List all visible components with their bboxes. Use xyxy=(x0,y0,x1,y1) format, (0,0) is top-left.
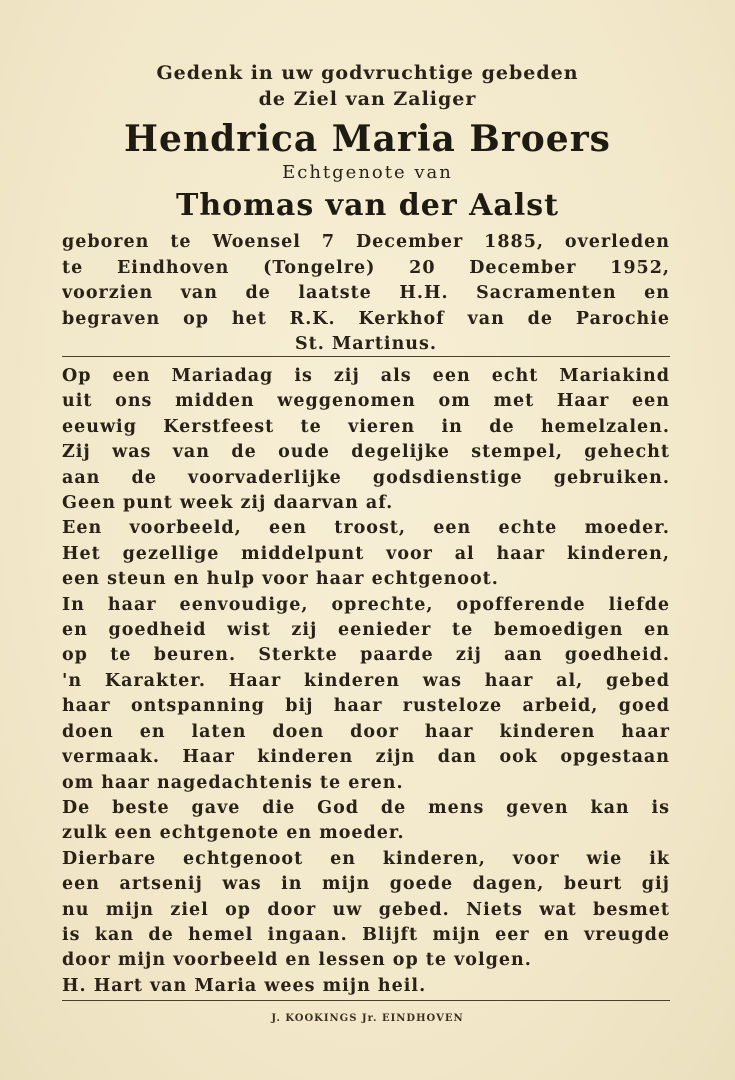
text-line: eeuwig Kerstfeest te vieren in de hemelzalen. xyxy=(62,416,670,437)
printer-imprint: J. KOOKINGS Jr. EINDHOVEN xyxy=(271,1013,464,1024)
text-line: H. Hart van Maria wees mijn heil. xyxy=(62,975,427,996)
text-line: aan de voorvaderlijke godsdienstige gebruiken. xyxy=(62,467,670,488)
text-line: op te beuren. Sterkte paarde zij aan goedheid. xyxy=(62,645,670,666)
text-line: Op een Mariadag is zij als een echt Mariakind xyxy=(62,366,670,386)
text-line: haar ontspanning bij haar rusteloze arbeid, goed xyxy=(62,696,670,717)
bio-line: voorzien van de laatste H.H. Sacramenten en xyxy=(62,283,670,303)
text-line: De beste gave die God de mens geven kan is xyxy=(62,797,670,818)
text-line: nu mijn ziel op door uw gebed. Niets wat besmet xyxy=(62,899,670,920)
text-line: Het gezellige middelpunt voor al haar kinderen, xyxy=(62,543,670,564)
memorial-text xyxy=(62,364,670,999)
text-line: is kan de hemel ingaan. Blijft mijn eer en vreugde xyxy=(62,924,670,945)
deceased-name: Hendrica Maria Broers xyxy=(124,118,611,160)
text-line: Geen punt week zij daarvan af. xyxy=(62,493,394,514)
text-line: om haar nagedachtenis te eren. xyxy=(62,772,404,793)
prayer-line-1: Gedenk in uw godvruchtige gebeden xyxy=(156,62,579,84)
prayer-line-2: de Ziel van Zaliger xyxy=(258,88,477,110)
spouse-label: Echtgenote van xyxy=(282,162,453,183)
text-line: Zij was van de oude degelijke stempel, gehecht xyxy=(62,442,670,463)
divider-bottom xyxy=(62,1000,670,1001)
bio-line: te Eindhoven (Tongelre) 20 December 1952, xyxy=(62,257,670,278)
text-line: 'n Karakter. Haar kinderen was haar al, gebed xyxy=(62,670,670,691)
spouse-name: Thomas van der Aalst xyxy=(176,188,559,223)
text-line: vermaak. Haar kinderen zijn dan ook opgestaan xyxy=(62,747,670,768)
text-line: Dierbare echtgenoot en kinderen, voor wie ik xyxy=(62,848,670,869)
text-line: Een voorbeeld, een troost, een echte moeder. xyxy=(62,518,670,539)
text-line: zulk een echtgenote en moeder. xyxy=(62,823,405,844)
text-line: en goedheid wist zij eenieder te bemoedigen en xyxy=(62,620,670,641)
text-line: een steun en hulp voor haar echtgenoot. xyxy=(62,569,499,590)
biography xyxy=(62,230,670,358)
text-line: door mijn voorbeeld en lessen op te volgen. xyxy=(62,950,532,971)
bio-line: begraven op het R.K. Kerkhof van de Parochie xyxy=(62,308,670,329)
bio-line: geboren te Woensel 7 December 1885, overleden xyxy=(62,232,670,252)
text-line: een artsenij was in mijn goede dagen, beurt gij xyxy=(62,874,670,895)
divider-top xyxy=(62,356,670,357)
bio-line: St. Martinus. xyxy=(295,334,437,354)
text-line: uit ons midden weggenomen om met Haar een xyxy=(62,391,670,412)
text-line: In haar eenvoudige, oprechte, opofferende liefde xyxy=(62,594,670,615)
text-line: doen en laten doen door haar kinderen haar xyxy=(62,721,670,742)
